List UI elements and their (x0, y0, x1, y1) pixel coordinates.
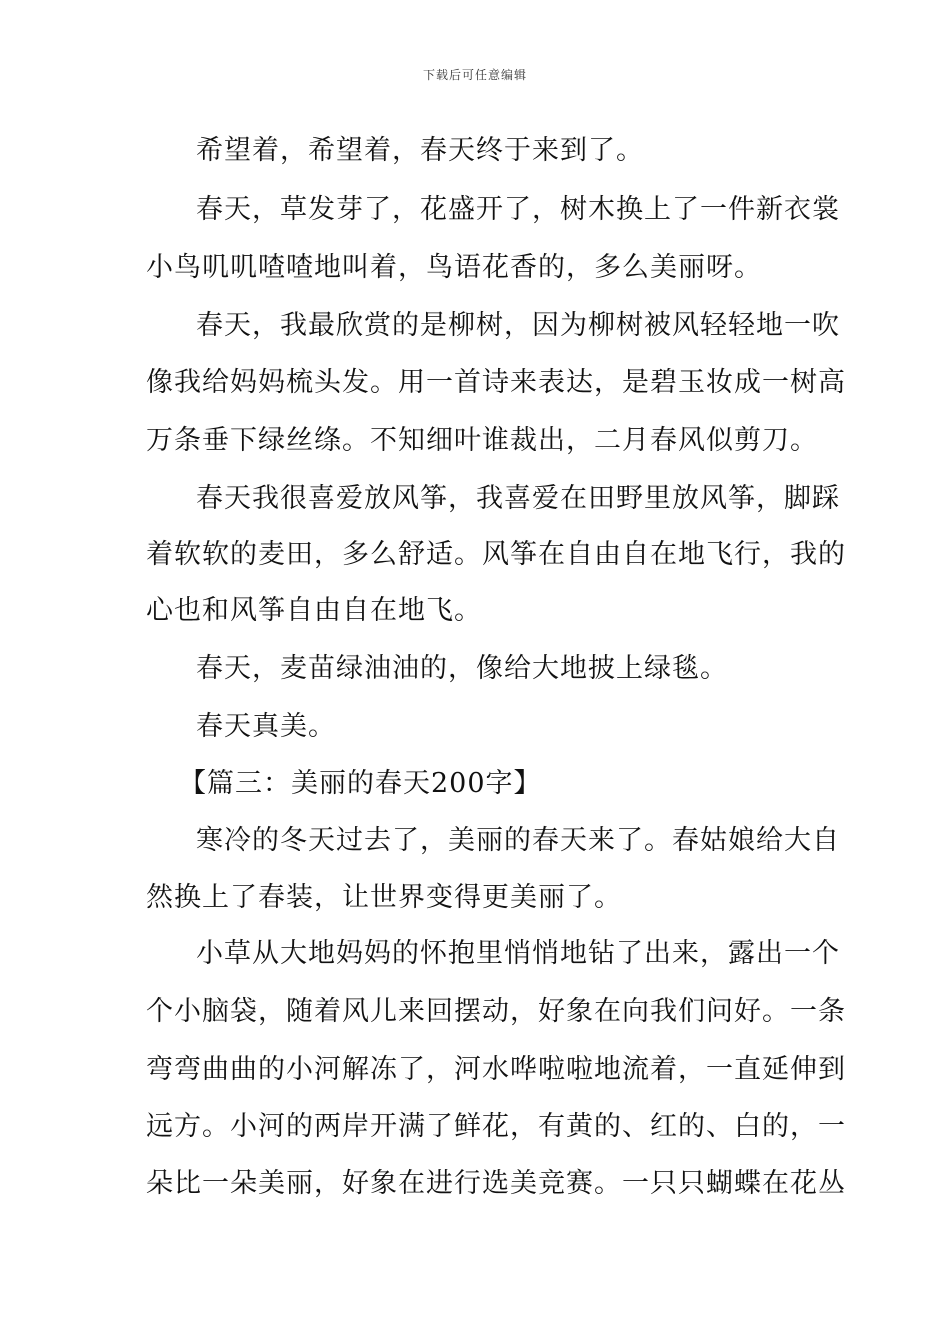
paragraph-line: 着软软的麦田，多么舒适。风筝在自由自在地飞行，我的 (146, 539, 846, 570)
paragraph-line: 小草从大地妈妈的怀抱里悄悄地钻了出来，露出一个 (196, 938, 840, 969)
paragraph-line: 春天真美。 (196, 711, 336, 742)
paragraph-line: 心也和风筝自由自在地飞。 (146, 595, 482, 626)
paragraph-line: 希望着，希望着，春天终于来到了。 (196, 135, 644, 166)
section-heading: 【篇三：美丽的春天200字】 (179, 768, 542, 799)
paragraph-line: 春天，麦苗绿油油的，像给大地披上绿毯。 (196, 653, 728, 684)
paragraph-line: 然换上了春装，让世界变得更美丽了。 (146, 882, 622, 913)
paragraph-line: 弯弯曲曲的小河解冻了，河水哗啦啦地流着，一直延伸到 (146, 1054, 846, 1085)
paragraph-line: 寒冷的冬天过去了，美丽的春天来了。春姑娘给大自 (196, 825, 840, 856)
paragraph-line: 远方。小河的两岸开满了鲜花，有黄的、红的、白的，一 (146, 1111, 846, 1142)
paragraph-line: 朵比一朵美丽，好象在进行选美竞赛。一只只蝴蝶在花丛 (146, 1168, 846, 1199)
paragraph-line: 万条垂下绿丝绦。不知细叶谁裁出，二月春风似剪刀。 (146, 425, 818, 456)
paragraph-line: 春天我很喜爱放风筝，我喜爱在田野里放风筝，脚踩 (196, 483, 840, 514)
paragraph-line: 春天，我最欣赏的是柳树，因为柳树被风轻轻地一吹 (196, 310, 840, 341)
paragraph-line: 春天，草发芽了，花盛开了，树木换上了一件新衣裳 (196, 194, 840, 225)
page-header: 下载后可任意编辑 (422, 68, 527, 82)
paragraph-line: 小鸟叽叽喳喳地叫着，鸟语花香的，多么美丽呀。 (146, 252, 762, 283)
paragraph-line: 像我给妈妈梳头发。用一首诗来表达，是碧玉妆成一树高 (146, 367, 846, 398)
paragraph-line: 个小脑袋，随着风儿来回摆动，好象在向我们问好。一条 (146, 996, 846, 1027)
